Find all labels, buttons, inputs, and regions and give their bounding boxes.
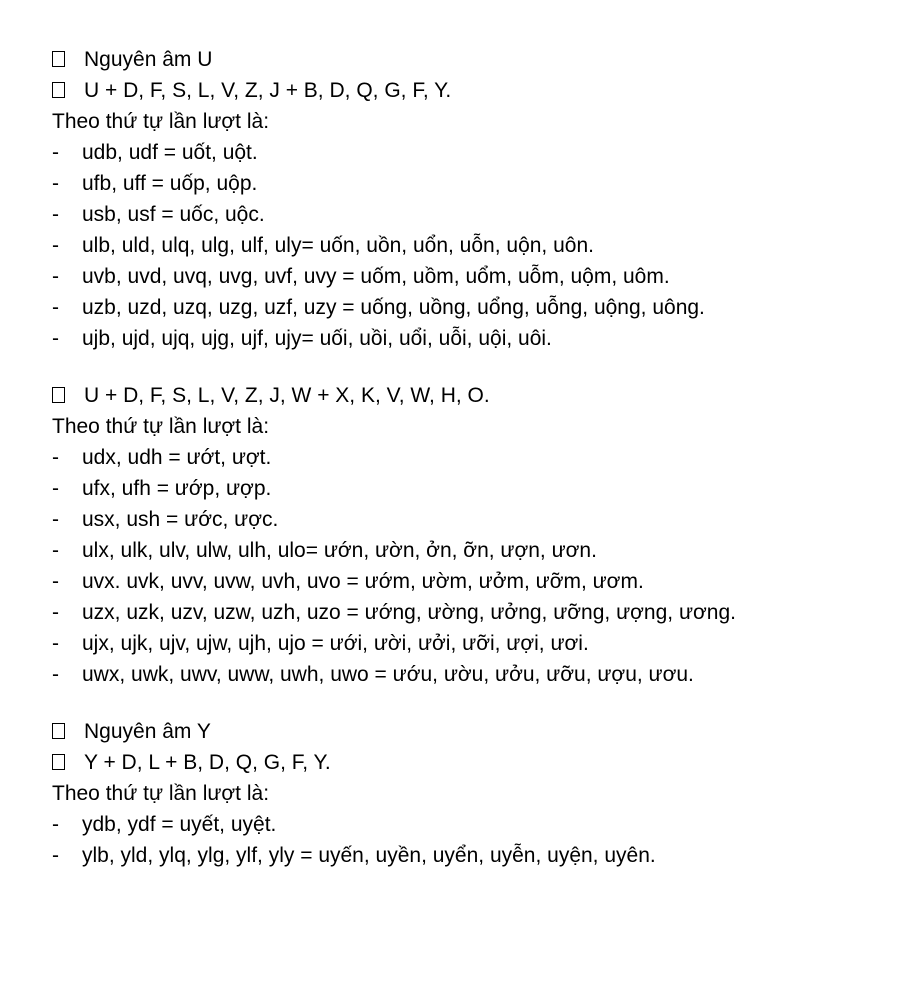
box-bullet-icon <box>52 747 84 778</box>
text-block <box>52 44 876 354</box>
list-item <box>52 840 876 871</box>
dash-bullet-icon: - <box>52 477 59 500</box>
line-text: U + D, F, S, L, V, Z, J, W + X, K, V, W, H, O. <box>84 384 490 407</box>
text-line <box>52 411 876 442</box>
box-glyph <box>52 51 65 67</box>
line-text: Theo thứ tự lần lượt là: <box>52 415 270 438</box>
box-glyph <box>52 82 65 98</box>
dash-bullet-icon: - <box>52 539 59 562</box>
list-item <box>52 292 876 323</box>
line-text: Theo thứ tự lần lượt là: <box>52 782 270 805</box>
list-item <box>52 323 876 354</box>
dash-bullet-icon: - <box>52 508 59 531</box>
line-text: ylb, yld, ylq, ylg, ylf, yly = uyến, uyền, uyển, uyễn, uyện, uyên. <box>82 844 656 867</box>
box-bullet-icon <box>52 44 84 75</box>
line-text: usb, usf = uốc, uộc. <box>82 203 265 226</box>
list-item <box>52 747 876 778</box>
line-text: Nguyên âm U <box>84 48 213 71</box>
list-item <box>52 566 876 597</box>
line-text: Theo thứ tự lần lượt là: <box>52 110 270 133</box>
line-text: Nguyên âm Y <box>84 720 211 743</box>
dash-bullet-icon: - <box>52 203 59 226</box>
dash-bullet-icon: - <box>52 296 59 319</box>
dash-bullet-icon: - <box>52 663 59 686</box>
dash-bullet-icon: - <box>52 813 59 836</box>
list-item <box>52 716 876 747</box>
line-text: uwx, uwk, uwv, uww, uwh, uwo = ướu, ườu, ưởu, ưỡu, ượu, ươu. <box>82 663 694 686</box>
line-text: U + D, F, S, L, V, Z, J + B, D, Q, G, F, Y. <box>84 79 452 102</box>
box-bullet-icon <box>52 380 84 411</box>
paragraph-spacer <box>52 690 876 716</box>
dash-bullet-icon: - <box>52 234 59 257</box>
line-text: ulx, ulk, ulv, ulw, ulh, ulo= ướn, ườn, ởn, ỡn, ượn, ươn. <box>82 539 597 562</box>
list-item <box>52 137 876 168</box>
dash-bullet-icon: - <box>52 265 59 288</box>
box-glyph <box>52 387 65 403</box>
dash-bullet-icon: - <box>52 844 59 867</box>
line-text: ujx, ujk, ujv, ujw, ujh, ujo = ưới, ười, ưởi, ưỡi, ượi, ươi. <box>82 632 589 655</box>
list-item <box>52 261 876 292</box>
list-item <box>52 380 876 411</box>
dash-bullet-icon: - <box>52 632 59 655</box>
dash-bullet-icon: - <box>52 327 59 350</box>
list-item <box>52 809 876 840</box>
list-item <box>52 168 876 199</box>
line-text: udb, udf = uốt, uột. <box>82 141 258 164</box>
list-item <box>52 442 876 473</box>
line-text: udx, udh = ướt, ượt. <box>82 446 272 469</box>
dash-bullet-icon: - <box>52 601 59 624</box>
text-block <box>52 380 876 690</box>
line-text: ulb, uld, ulq, ulg, ulf, uly= uốn, uồn, uổn, uỗn, uộn, uôn. <box>82 234 594 257</box>
line-text: uvb, uvd, uvq, uvg, uvf, uvy = uốm, uồm, uổm, uỗm, uộm, uôm. <box>82 265 670 288</box>
line-text: uvx. uvk, uvv, uvw, uvh, uvo = ướm, ườm, ưởm, ưỡm, ươm. <box>82 570 644 593</box>
line-text: uzx, uzk, uzv, uzw, uzh, uzo = ướng, ường, ưởng, ưỡng, ượng, ương. <box>82 601 736 624</box>
list-item <box>52 504 876 535</box>
list-item <box>52 597 876 628</box>
list-item <box>52 628 876 659</box>
text-block <box>52 716 876 871</box>
line-text: ydb, ydf = uyết, uyệt. <box>82 813 277 836</box>
box-bullet-icon <box>52 75 84 106</box>
box-glyph <box>52 754 65 770</box>
line-text: uzb, uzd, uzq, uzg, uzf, uzy = uống, uồng, uổng, uỗng, uộng, uông. <box>82 296 705 319</box>
list-item <box>52 473 876 504</box>
list-item <box>52 75 876 106</box>
line-text: Y + D, L + B, D, Q, G, F, Y. <box>84 751 331 774</box>
line-text: ufx, ufh = ướp, ượp. <box>82 477 272 500</box>
list-item <box>52 199 876 230</box>
line-text: ufb, uff = uốp, uộp. <box>82 172 258 195</box>
dash-bullet-icon: - <box>52 172 59 195</box>
paragraph-spacer <box>52 354 876 380</box>
line-text: usx, ush = ước, ược. <box>82 508 279 531</box>
dash-bullet-icon: - <box>52 446 59 469</box>
box-bullet-icon <box>52 716 84 747</box>
text-line <box>52 106 876 137</box>
line-text: ujb, ujd, ujq, ujg, ujf, ujy= uối, uồi, uổi, uỗi, uội, uôi. <box>82 327 552 350</box>
list-item <box>52 535 876 566</box>
document-content <box>52 44 876 871</box>
dash-bullet-icon: - <box>52 141 59 164</box>
dash-bullet-icon: - <box>52 570 59 593</box>
list-item <box>52 659 876 690</box>
box-glyph <box>52 723 65 739</box>
list-item <box>52 230 876 261</box>
text-line <box>52 778 876 809</box>
list-item <box>52 44 876 75</box>
